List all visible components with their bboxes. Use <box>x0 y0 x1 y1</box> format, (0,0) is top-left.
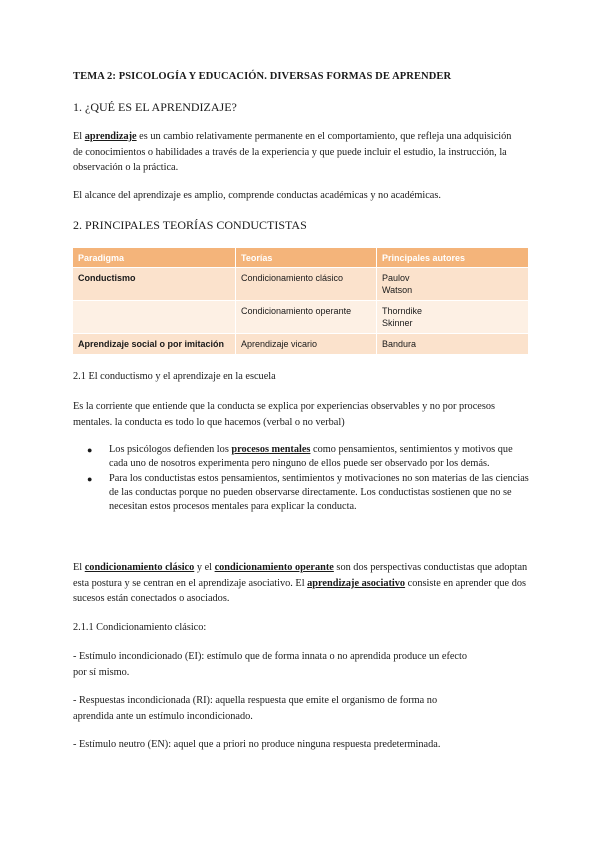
text-run: es un cambio relativamente permanente en el comportamiento, que refleja una adquisición de conocimientos o habilidades a través de la experiencia y que puede incluir el estudio, la instrucción, la observación o la práctica. <box>73 131 512 173</box>
text-run: como pensamientos, sentimientos y motivos que cada uno de nosotros experimenta pero ninguno de ellos puede ser observado por los demás. <box>109 444 513 469</box>
theories-table <box>73 248 529 354</box>
table-cell-theory: Condicionamiento clásico <box>236 268 377 301</box>
section-2-1-paragraph-1: Es la corriente que entiende que la conducta se explica por experiencias observables y no por procesos mentales. la conducta es todo lo que hacemos (verbal o no verbal) <box>73 401 496 428</box>
table-header-row <box>73 248 529 268</box>
author-name: Skinner <box>382 318 413 328</box>
list-item <box>87 443 529 471</box>
bullet-list <box>73 443 529 515</box>
text-run: El <box>73 562 85 573</box>
table-header-authors: Principales autores <box>377 248 529 268</box>
section-2-1-1-heading: 2.1.1 Condicionamiento clásico: <box>73 622 207 633</box>
term-aprendizaje: aprendizaje <box>84 131 137 142</box>
bullet-icon: ● <box>87 474 93 484</box>
section-2-1-paragraph-2 <box>73 560 529 607</box>
table-header-theories: Teorías <box>236 248 377 268</box>
term-aprendizaje-asociativo: aprendizaje asociativo <box>307 577 406 589</box>
table-row <box>73 268 529 301</box>
section-1-heading: 1. ¿QUÉ ES EL APRENDIZAJE? <box>73 100 237 114</box>
list-item <box>87 472 529 514</box>
table-cell-paradigm: Aprendizaje social o por imitación <box>73 334 236 355</box>
text-run: son dos perspectivas conductistas que adoptan esta postura y se centran en el aprendizaje asociativo. El <box>73 562 528 589</box>
section-2-1-heading: 2.1 El conductismo y el aprendizaje en la escuela <box>73 371 276 382</box>
author-name: Thorndike <box>382 306 423 316</box>
author-name: Watson <box>382 285 413 295</box>
author-name: Bandura <box>382 339 417 349</box>
term-procesos-mentales: procesos mentales <box>231 444 311 455</box>
text-run: consiste en aprender que dos sucesos están conectados o asociados. <box>73 577 527 604</box>
bullet-icon: ● <box>87 445 93 455</box>
table-cell-paradigm <box>73 301 236 334</box>
text-run: El <box>73 131 85 142</box>
text-run: Para los conductistas estos pensamientos, sentimientos y motivaciones no son materias de las ciencias de las conductas porque no pueden observarse directamente. Los conductistas sostienen que no se necesitan estos procesos mentales para explicar la conducta. <box>109 473 529 512</box>
table-cell-theory: Condicionamiento operante <box>236 301 377 334</box>
table-cell-authors <box>377 334 529 355</box>
text-run: y el <box>194 562 215 573</box>
definition-item: - Respuestas incondicionada (RI): aquella respuesta que emite el organismo de forma no aprendida ante un estímulo incondicionado. <box>73 695 438 722</box>
term-condicionamiento-operante: condicionamiento operante <box>214 562 334 573</box>
section-1-paragraph-2: El alcance del aprendizaje es amplio, comprende conductas académicas y no académicas. <box>73 190 441 201</box>
table-cell-authors <box>377 301 529 334</box>
definition-item: - Estímulo neutro (EN): aquel que a priori no produce ninguna respuesta predeterminada. <box>73 739 441 750</box>
term-condicionamiento-clasico: condicionamiento clásico <box>84 562 195 573</box>
document-title: TEMA 2: PSICOLOGÍA Y EDUCACIÓN. DIVERSAS FORMAS DE APRENDER <box>73 71 452 82</box>
table-row <box>73 334 529 355</box>
section-2-heading: 2. PRINCIPALES TEORÍAS CONDUCTISTAS <box>73 218 307 232</box>
text-run: Los psicólogos defienden los <box>109 444 232 455</box>
section-1-paragraph-1 <box>73 129 523 176</box>
table-cell-authors <box>377 268 529 301</box>
definition-item: - Estímulo incondicionado (EI): estímulo que de forma innata o no aprendida produce un efecto por sí mismo. <box>73 651 468 678</box>
author-name: Paulov <box>382 273 410 283</box>
table-cell-theory: Aprendizaje vicario <box>236 334 377 355</box>
table-header-paradigm: Paradigma <box>73 248 236 268</box>
table-cell-paradigm: Conductismo <box>73 268 236 301</box>
table-row <box>73 301 529 334</box>
